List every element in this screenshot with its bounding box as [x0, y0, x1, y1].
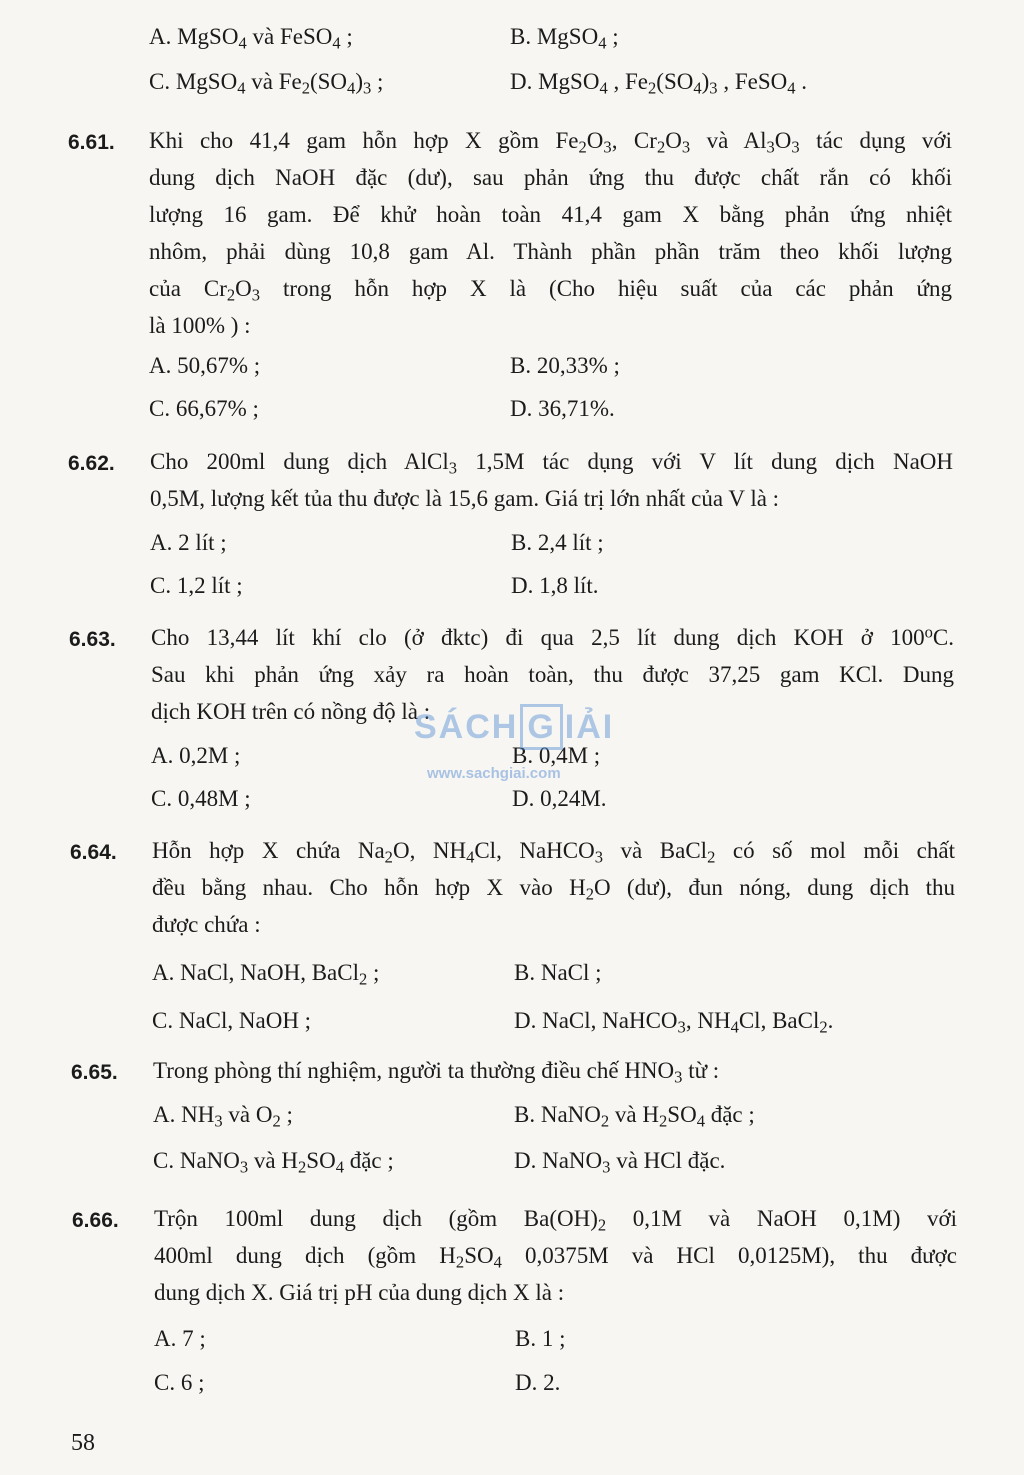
- question-line: dịch KOH trên có nồng độ là :: [151, 699, 431, 724]
- q665-option-a: A. $NH_3$ và $O_2$ ;: [153, 1102, 293, 1131]
- q662-option-a: A. 2 lít ;: [150, 530, 227, 555]
- watermark-logo-box: G: [520, 704, 562, 750]
- question-number-662: 6.62.: [68, 452, 115, 475]
- question-number-665: 6.65.: [71, 1061, 118, 1084]
- question-number-664: 6.64.: [70, 841, 117, 864]
- question-number-666: 6.66.: [72, 1209, 119, 1232]
- question-line: Hỗn hợp X chứa $Na_2O$, $NH_4Cl$, NaHCO$_3$ và BaCl$_2$ có số mol mỗi chất: [152, 838, 955, 867]
- question-text-662: [150, 443, 953, 517]
- q660-option-b: B. MgSO$_4$ ;: [510, 24, 619, 53]
- q662-option-b: B. 2,4 lít ;: [511, 530, 604, 555]
- question-text-661: [149, 122, 952, 344]
- q661-option-a: A. 50,67% ;: [149, 353, 261, 378]
- q661-option-d: D. 36,71%.: [510, 396, 615, 421]
- q662-option-c: C. 1,2 lít ;: [150, 573, 243, 598]
- question-line: của $Cr_2O_3$ trong hỗn hợp X là (Cho hiệu suất của các phản ứng: [149, 276, 952, 305]
- q663-option-b: B. 0,4M ;: [512, 743, 601, 768]
- question-line: được chứa :: [152, 912, 261, 937]
- question-line: đều bằng nhau. Cho hỗn hợp X vào $H_2O$ (dư), đun nóng, dung dịch thu: [152, 875, 956, 904]
- question-line: 400ml dung dịch (gồm $H_2SO_4$ 0,0375M và HCl 0,0125M), thu được: [154, 1243, 957, 1272]
- q661-option-c: C. 66,67% ;: [149, 396, 259, 421]
- q666-option-a: A. 7 ;: [154, 1326, 206, 1351]
- q664-option-d: D. NaCl, NaHCO$_3$, $NH_4Cl$, BaCl$_2$.: [514, 1008, 834, 1037]
- question-line: Sau khi phản ứng xảy ra hoàn toàn, thu được 37,25 gam KCl. Dung: [151, 662, 954, 687]
- q665-option-b: B. NaNO$_2$ và $H_2SO_4$ đặc ;: [514, 1102, 755, 1131]
- q662-option-d: D. 1,8 lít.: [511, 573, 599, 598]
- watermark-url: www.sachgiai.com: [427, 765, 561, 782]
- q664-option-a: A. NaCl, NaOH, BaCl$_2$ ;: [152, 960, 380, 989]
- q666-option-c: C. 6 ;: [154, 1370, 205, 1395]
- q664-option-c: C. NaCl, NaOH ;: [152, 1008, 312, 1033]
- question-line: 0,5M, lượng kết tủa thu được là 15,6 gam. Giá trị lớn nhất của V là :: [150, 486, 780, 511]
- watermark-logo-left: SÁCH: [414, 708, 519, 746]
- q661-option-b: B. 20,33% ;: [510, 353, 620, 378]
- q664-option-b: B. NaCl ;: [514, 960, 602, 985]
- q660-option-a: A. MgSO$_4$ và FeSO$_4$ ;: [149, 24, 353, 53]
- q663-option-a: A. 0,2M ;: [151, 743, 241, 768]
- q660-option-c: C. MgSO$_4$ và $Fe_2(SO_4)_3$ ;: [149, 69, 384, 98]
- question-text-666: [154, 1200, 957, 1311]
- q666-option-b: B. 1 ;: [515, 1326, 566, 1351]
- question-line: dung dịch X. Giá trị pH của dung dịch X là :: [154, 1280, 565, 1305]
- q665-option-c: C. NaNO$_3$ và $H_2SO_4$ đặc ;: [153, 1148, 394, 1177]
- page-number: 58: [71, 1430, 95, 1456]
- question-line: Trộn 100ml dung dịch (gồm $Ba(OH)_2$ 0,1M và NaOH 0,1M) với: [154, 1206, 957, 1235]
- q666-option-d: D. 2.: [515, 1370, 561, 1395]
- q660-option-d: D. MgSO$_4$ , $Fe_2(SO_4)_3$ , FeSO$_4$ .: [510, 69, 808, 98]
- watermark-logo-right: IẢI: [564, 708, 615, 746]
- watermark-logo: [414, 704, 614, 750]
- question-text-664: [152, 832, 955, 943]
- question-line: là 100% ) :: [149, 313, 251, 338]
- q663-option-d: D. 0,24M.: [512, 786, 607, 811]
- question-line: Cho 200ml dung dịch AlCl$_3$ 1,5M tác dụng với V lít dung dịch NaOH: [150, 449, 953, 478]
- question-line: dung dịch NaOH đặc (dư), sau phản ứng thu được chất rắn có khối: [149, 165, 952, 190]
- question-number-663: 6.63.: [69, 628, 116, 651]
- q663-option-c: C. 0,48M ;: [151, 786, 251, 811]
- question-line: lượng 16 gam. Để khử hoàn toàn 41,4 gam X bằng phản ứng nhiệt: [149, 202, 952, 227]
- question-line: Cho 13,44 lít khí clo (ở đktc) đi qua 2,5 lít dung dịch KOH ở 100$^o$C.: [151, 622, 954, 650]
- question-number-661: 6.61.: [68, 131, 115, 154]
- question-text-665: [153, 1052, 719, 1089]
- question-line: Trong phòng thí nghiệm, người ta thường điều chế $HNO_3$ từ :: [153, 1058, 720, 1087]
- question-line: Khi cho 41,4 gam hỗn hợp X gồm $Fe_2O_3$, $Cr_2O_3$ và $Al_3O_3$ tác dụng với: [149, 128, 952, 157]
- question-line: nhôm, phải dùng 10,8 gam Al. Thành phần phần trăm theo khối lượng: [149, 239, 952, 264]
- q665-option-d: D. NaNO$_3$ và HCl đặc.: [514, 1148, 726, 1177]
